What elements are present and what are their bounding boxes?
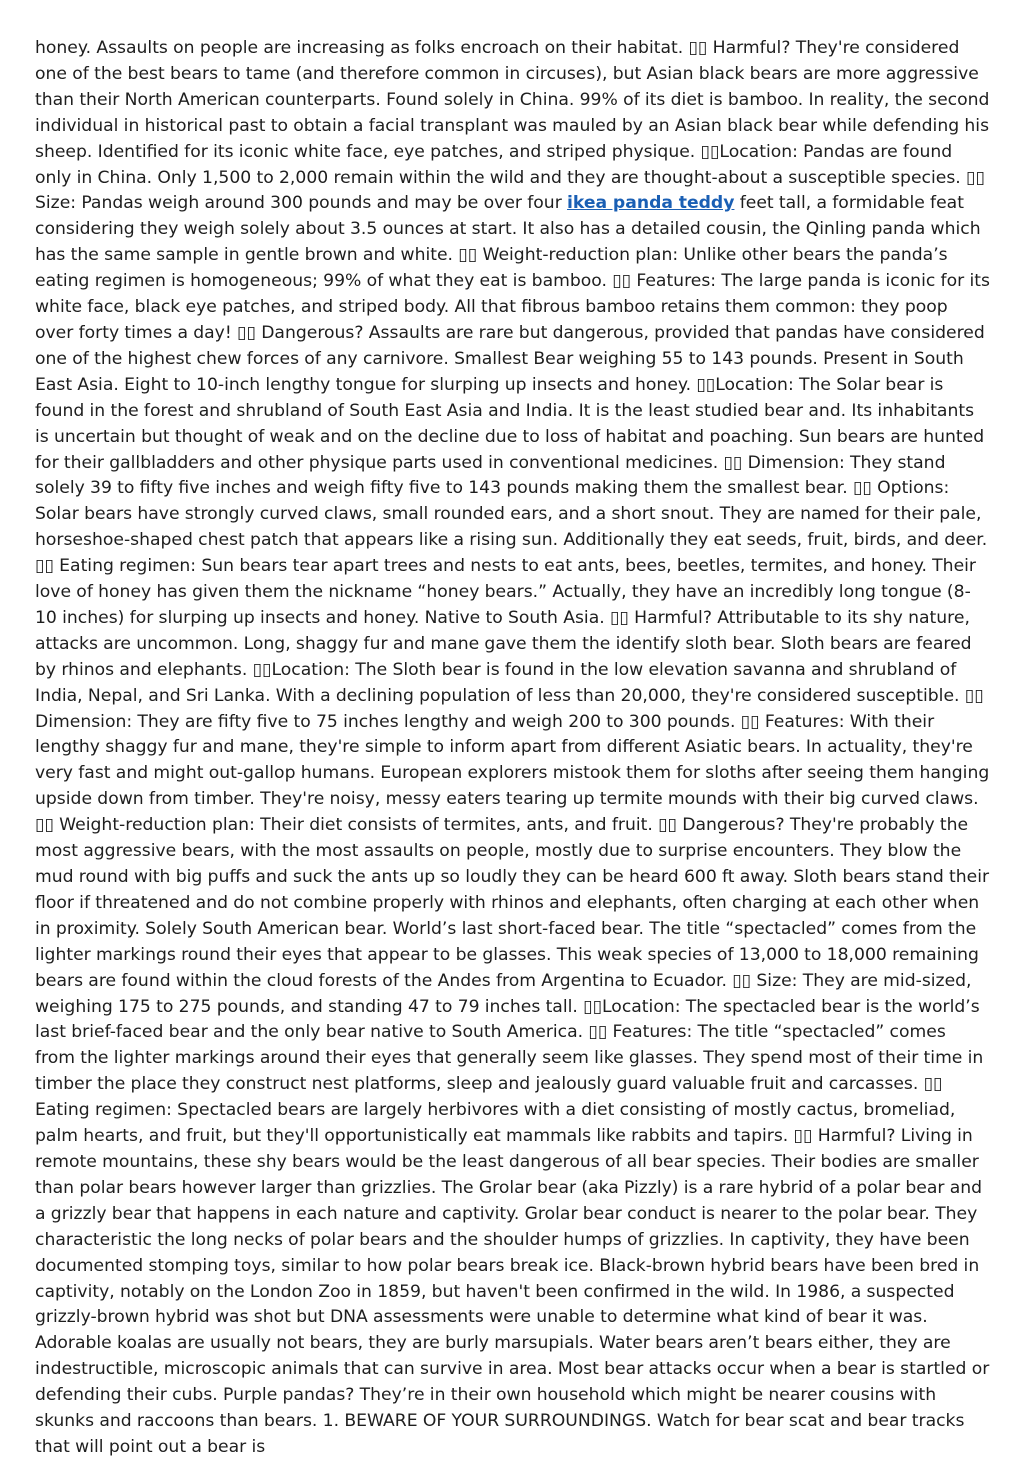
article-text-before-link: honey. Assaults on people are increasing as folks encroach on their habitat. ▯▯ Harmful? They're considered one of the best bears to tame (and therefore common in circuses), but Asian black bears are more aggressive than their North American counterparts. Found solely in China. 99% of its diet is bamboo. In reality, the second individual in historical past to obtain a facial transplant was mauled by an Asian black bear while defending his sheep. Identified for its iconic white face, eye patches, and striped physique. ▯▯Location: Pandas are found only in China. Only 1,500 to 2,000 remain within the wild and they are thought-about a susceptible species. ▯▯ Size: Pandas weigh around 300 pounds and may be over four (35, 38, 990, 214)
ikea-panda-teddy-link[interactable]: ikea panda teddy (567, 193, 735, 214)
article-body (35, 36, 991, 1461)
article-paragraph (35, 36, 991, 1461)
article-text-after-link: feet tall, a formidable feat considering they weigh solely about 3.5 ounces at start. It also has a detailed cousin, the Qinling panda which has the same sample in gentle brown and white. ▯▯ Weight-reduction plan: Unlike other bears the panda’s eating regimen is homogeneous; 99% of what they eat is bamboo. ▯▯ Features: The large panda is iconic for its white face, black eye patches, and striped body. All that fibrous bamboo retains them common: they poop over forty times a day! ▯▯ Dangerous? Assaults are rare but dangerous, provided that pandas have considered one of the highest chew forces of any carnivore. Smallest Bear weighing 55 to 143 pounds. Present in South East Asia. Eight to 10-inch lengthy tongue for slurping up insects and honey. ▯▯Location: The Solar bear is found in the forest and shrubland of South East Asia and India. It is the least studied bear and. Its inhabitants is uncertain but thought of weak and on the decline due to loss of habitat and poaching. Sun bears are hunted for their gallbladders and other physique parts used in conventional medicines. ▯▯ Dimension: They stand solely 39 to fifty five inches and weigh fifty five to 143 pounds making them the smallest bear. ▯▯ Options: Solar bears have strongly curved claws, small rounded ears, and a short snout. They are named for their pale, horseshoe-shaped chest patch that appears like a rising sun. Additionally they eat seeds, fruit, birds, and deer. ▯▯ Eating regimen: Sun bears tear apart trees and nests to eat ants, bees, beetles, termites, and honey. Their love of honey has given them the nickname “honey bears.” Actually, they have an incredibly long tongue (8-10 inches) for slurping up insects and honey. Native to South Asia. ▯▯ Harmful? Attributable to its shy nature, attacks are uncommon. Long, shaggy fur and mane gave them the identify sloth bear. Sloth bears are feared by rhinos and elephants. ▯▯Location: The Sloth bear is found in the low elevation savanna and shrubland of India, Nepal, and Sri Lanka. With a declining population of less than 20,000, they're considered susceptible. ▯▯ Dimension: They are fifty five to 75 inches lengthy and weigh 200 to 300 pounds. ▯▯ Features: With their lengthy shaggy fur and mane, they're simple to inform apart from different Asiatic bears. In actuality, they're very fast and might out-gallop humans. European explorers mistook them for sloths after seeing them hanging upside down from timber. They're noisy, messy eaters tearing up termite mounds with their big curved claws. ▯▯ Weight-reduction plan: Their diet consists of termites, ants, and fruit. ▯▯ Dangerous? They're probably the most aggressive bears, with the most assaults on people, mostly due to surprise encounters. They blow the mud round with big puffs and suck the ants up so loudly they can be heard 600 ft away. Sloth bears stand their floor if threatened and do not combine properly with rhinos and elephants, often charging at each other when in proximity. Solely South American bear. World’s last short-faced bear. The title “spectacled” comes from the lighter markings round their eyes that appear to be glasses. This weak species of 13,000 to 18,000 remaining bears are found within the cloud forests of the Andes from Argentina to Ecuador. ▯▯ Size: They are mid-sized, weighing 175 to 275 pounds, and standing 47 to 79 inches tall. ▯▯Location: The spectacled bear is the world’s last brief-faced bear and the only bear native to South America. ▯▯ Features: The title “spectacled” comes from the lighter markings around their eyes that generally seem like glasses. They spend most of their time in timber the place they construct nest platforms, sleep and jealously guard valuable fruit and carcasses. ▯▯ Eating regimen: Spectacled bears are largely herbivores with a diet consisting of mostly cactus, bromeliad, palm hearts, and fruit, but they'll opportunistically eat mammals like rabbits and tapirs. ▯▯ Harmful? Living in remote mountains, these shy bears would be the least dangerous of all bear species. Their bodies are smaller than polar bears however larger than grizzlies. The Grolar bear (aka Pizzly) is a rare hybrid of a polar bear and a grizzly bear that happens in each nature and captivity. Grolar bear conduct is nearer to the polar bear. They characteristic the long necks of polar bears and the shoulder humps of grizzlies. In captivity, they have been documented stomping toys, similar to how polar bears break ice. Black-brown hybrid bears have been bred in captivity, notably on the London Zoo in 1859, but haven't been confirmed in the wild. In 1986, a suspected grizzly-brown hybrid was shot but DNA assessments were unable to determine what kind of bear it was. Adorable koalas are usually not bears, they are burly marsupials. Water bears aren’t bears either, they are indestructible, microscopic animals that can survive in area. Most bear attacks occur when a bear is startled or defending their cubs. Purple pandas? They’re in their own household which might be nearer cousins with skunks and raccoons than bears. 1. BEWARE OF YOUR SURROUNDINGS. Watch for bear scat and bear tracks that will point out a bear is (35, 193, 990, 1457)
